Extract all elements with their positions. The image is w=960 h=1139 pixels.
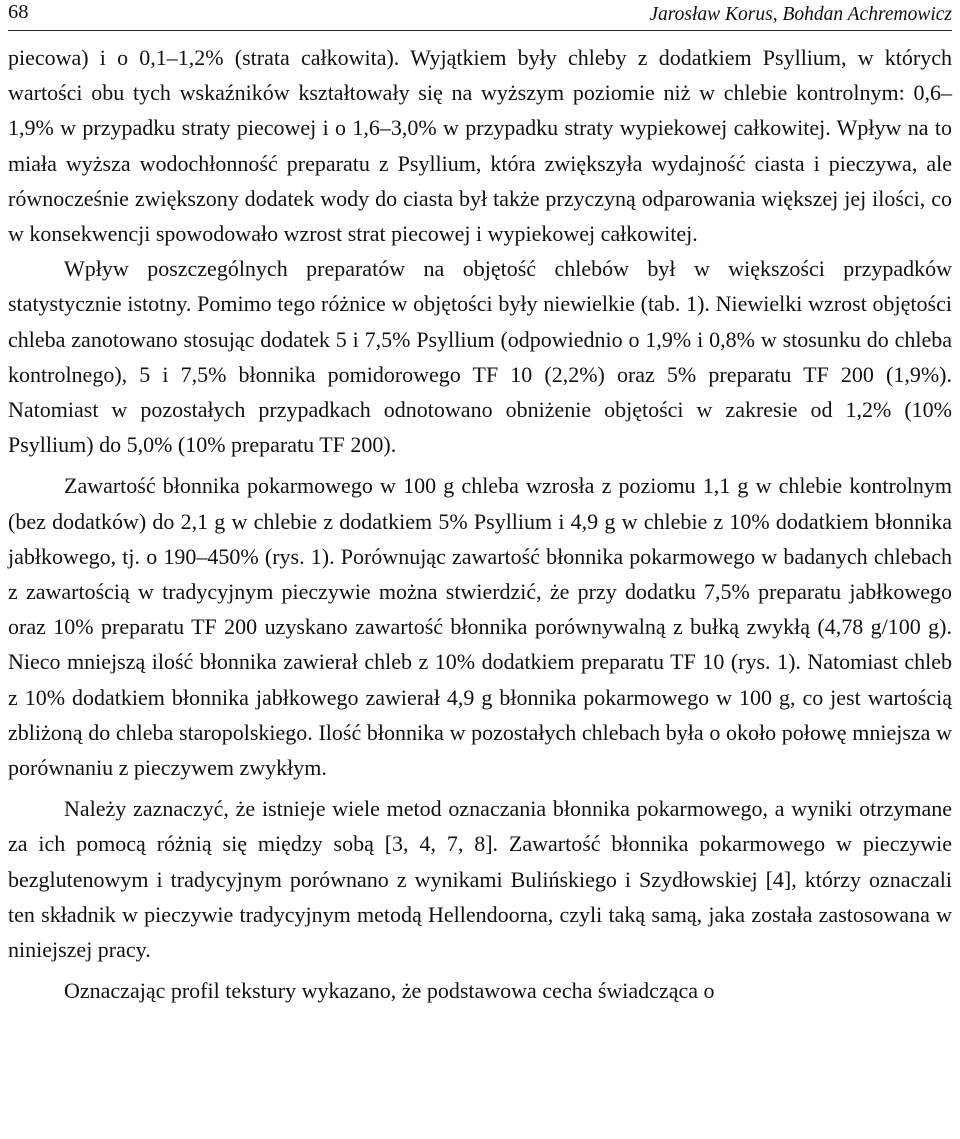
paragraph-methods-note: Należy zaznaczyć, że istnieje wiele metod oznaczania błonnika pokarmowego, a wyniki otrzymane za ich pomocą różnią się między sobą [3, 4, 7, 8]. Zawartość błonnika pokarmowego w pieczywie bezglutenowym i tradycyjnym porównano z wynikami Bulińskiego i Szydłowskiej [4], którzy oznaczali ten składnik w pieczywie tradycyjnym metodą Hellendoorna, czyli taką samą, jaka została zastosowana w niniejszej pracy.: [8, 796, 952, 963]
paragraph-continued: piecowa) i o 0,1–1,2% (strata całkowita). Wyjątkiem były chleby z dodatkiem Psyllium, w których wartości obu tych wskaźników kształtowały się na wyższym poziomie niż w chlebie kontrolnym: 0,6–1,9% w przypadku straty piecowej i o 1,6–3,0% w przypadku straty wypiekowej całkowitej. Wpływ na to miała wyższa wodochłonność preparatu z Psyllium, która zwiększyła wydajność ciasta i pieczywa, ale równocześnie zwiększony dodatek wody do ciasta był także przyczyną odparowania większej jej ilości, co w konsekwencji spowodowało wzrost strat piecowej i wypiekowej całkowitej.: [8, 45, 952, 247]
running-head-authors: Jarosław Korus, Bohdan Achremowicz: [649, 4, 952, 25]
paragraph-texture: Oznaczając profil tekstury wykazano, że podstawowa cecha świadcząca o: [64, 978, 715, 1004]
paragraph-volume: Wpływ poszczególnych preparatów na objętość chlebów był w większości przypadków statystycznie istotny. Pomimo tego różnice w objętości były niewielkie (tab. 1). Niewielki wzrost objętości chleba zanotowano stosując dodatek 5 i 7,5% Psyllium (odpowiednio o 1,9% i 0,8% w stosunku do chleba kontrolnego), 5 i 7,5% błonnika pomidorowego TF 10 (2,2%) oraz 5% preparatu TF 200 (1,9%). Natomiast w pozostałych przypadkach odnotowano obniżenie objętości w zakresie od 1,2% (10% Psyllium) do 5,0% (10% preparatu TF 200).: [8, 256, 952, 458]
page-number: 68: [8, 1, 29, 23]
article-body: [8, 40, 952, 1008]
running-header: [8, 0, 952, 31]
paragraph-fiber-content: Zawartość błonnika pokarmowego w 100 g chleba wzrosła z poziomu 1,1 g w chlebie kontrolnym (bez dodatków) do 2,1 g w chlebie z dodatkiem 5% Psyllium i 4,9 g w chlebie z 10% dodatkiem błonnika jabłkowego, tj. o 190–450% (rys. 1). Porównując zawartość błonnika pokarmowego w badanych chlebach z zawartością w tradycyjnym pieczywie można stwierdzić, że przy dodatku 7,5% preparatu jabłkowego oraz 10% preparatu TF 200 uzyskano zawartość błonnika porównywalną z bułką zwykłą (4,78 g/100 g). Nieco mniejszą ilość błonnika zawierał chleb z 10% dodatkiem preparatu TF 10 (rys. 1). Natomiast chleb z 10% dodatkiem błonnika jabłkowego zawierał 4,9 g błonnika pokarmowego w 100 g, co jest wartością zbliżoną do chleba staropolskiego. Ilość błonnika w pozostałych chlebach była o około połowę mniejsza w porównaniu z pieczywem zwykłym.: [8, 473, 952, 781]
